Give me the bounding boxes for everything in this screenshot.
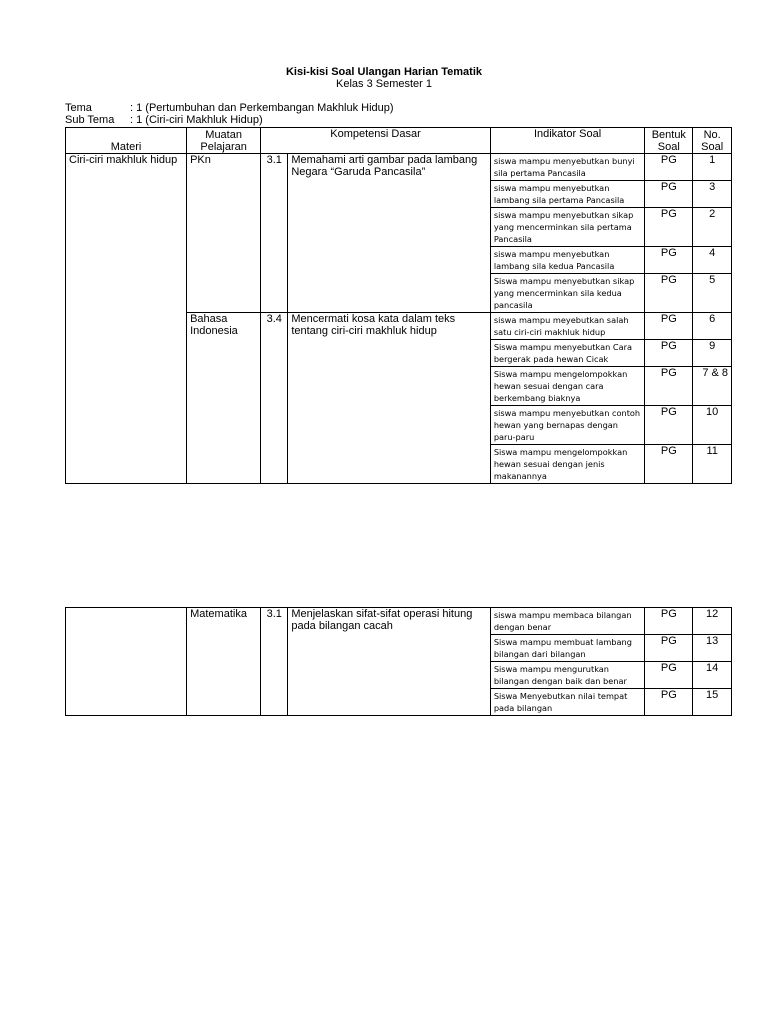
kisi-kisi-table: [65, 127, 732, 484]
tema-line: [65, 102, 394, 114]
materi-cell: Ciri-ciri makhluk hidup: [66, 154, 187, 484]
indikator-cell: Siswa mampu membuat lambang bilangan dari bilangan: [490, 635, 644, 662]
kd-number: 3.1: [261, 608, 288, 716]
no-cell: 3: [693, 181, 732, 208]
table-row: [66, 154, 732, 181]
tema-value: : 1 (Pertumbuhan dan Perkembangan Makhluk Hidup): [130, 102, 394, 114]
no-cell: 10: [693, 406, 732, 445]
bentuk-cell: PG: [645, 445, 693, 484]
no-cell: 11: [693, 445, 732, 484]
indikator-cell: siswa mampu menyebutkan bunyi sila pertama Pancasila: [490, 154, 644, 181]
document-title: Kisi-kisi Soal Ulangan Harian Tematik: [285, 66, 483, 78]
indikator-cell: Siswa Menyebutkan nilai tempat pada bilangan: [490, 689, 644, 716]
muatan-cell: Bahasa Indonesia: [187, 313, 261, 484]
document-subtitle: Kelas 3 Semester 1: [336, 78, 432, 90]
indikator-cell: siswa mampu membaca bilangan dengan benar: [490, 608, 644, 635]
bentuk-cell: PG: [645, 340, 693, 367]
no-cell: 14: [693, 662, 732, 689]
subtema-value: : 1 (Ciri-ciri Makhluk Hidup): [130, 114, 263, 126]
no-cell: 9: [693, 340, 732, 367]
header-no-soal: No. Soal: [693, 128, 732, 154]
header-indikator: Indikator Soal: [490, 128, 644, 154]
indikator-cell: siswa mampu meyebutkan salah satu ciri-ciri makhluk hidup: [490, 313, 644, 340]
no-cell: 15: [693, 689, 732, 716]
bentuk-cell: PG: [645, 154, 693, 181]
no-cell: 7 & 8: [693, 367, 732, 406]
kd-text: Memahami arti gambar pada lambang Negara “Garuda Pancasila”: [288, 154, 491, 313]
bentuk-cell: PG: [645, 208, 693, 247]
bentuk-cell: PG: [645, 608, 693, 635]
no-cell: 1: [693, 154, 732, 181]
bentuk-cell: PG: [645, 635, 693, 662]
indikator-cell: siswa mampu menyebutkan contoh hewan yang bernapas dengan paru-paru: [490, 406, 644, 445]
subtema-label: Sub Tema: [65, 114, 115, 126]
bentuk-cell: PG: [645, 247, 693, 274]
no-cell: 6: [693, 313, 732, 340]
kd-number: 3.1: [261, 154, 288, 313]
indikator-cell: Siswa mampu mengelompokkan hewan sesuai dengan jenis makanannya: [490, 445, 644, 484]
bentuk-cell: PG: [645, 406, 693, 445]
indikator-cell: Siswa mampu menyebutkan sikap yang mencerminkan sila kedua pancasila: [490, 274, 644, 313]
kd-text: Mencermati kosa kata dalam teks tentang ciri-ciri makhluk hidup: [288, 313, 491, 484]
bentuk-cell: PG: [645, 662, 693, 689]
indikator-cell: Siswa mampu mengurutkan bilangan dengan baik dan benar: [490, 662, 644, 689]
bentuk-cell: PG: [645, 274, 693, 313]
no-cell: 2: [693, 208, 732, 247]
header-kompetensi-dasar: Kompetensi Dasar: [261, 128, 491, 154]
no-cell: 13: [693, 635, 732, 662]
muatan-cell: Matematika: [187, 608, 261, 716]
table-header-row: [66, 128, 732, 154]
muatan-cell: PKn: [187, 154, 261, 313]
indikator-cell: siswa mampu menyebutkan lambang sila kedua Pancasila: [490, 247, 644, 274]
bentuk-cell: PG: [645, 367, 693, 406]
indikator-cell: siswa mampu menyebutkan lambang sila pertama Pancasila: [490, 181, 644, 208]
header-muatan: Muatan Pelajaran: [187, 128, 261, 154]
kisi-kisi-table-continued: [65, 607, 732, 716]
no-cell: 5: [693, 274, 732, 313]
header-materi: Materi: [66, 128, 187, 154]
header-bentuk-soal: Bentuk Soal: [645, 128, 693, 154]
indikator-cell: siswa mampu menyebutkan sikap yang mencerminkan sila pertama Pancasila: [490, 208, 644, 247]
table-row: [66, 608, 732, 635]
bentuk-cell: PG: [645, 689, 693, 716]
tema-label: Tema: [65, 102, 92, 114]
kd-text: Menjelaskan sifat-sifat operasi hitung pada bilangan cacah: [288, 608, 491, 716]
materi-cell: [66, 608, 187, 716]
no-cell: 12: [693, 608, 732, 635]
indikator-cell: Siswa mampu mengelompokkan hewan sesuai dengan cara berkembang biaknya: [490, 367, 644, 406]
indikator-cell: Siswa mampu menyebutkan Cara bergerak pada hewan Cicak: [490, 340, 644, 367]
bentuk-cell: PG: [645, 313, 693, 340]
kd-number: 3.4: [261, 313, 288, 484]
subtema-line: [65, 114, 263, 126]
bentuk-cell: PG: [645, 181, 693, 208]
no-cell: 4: [693, 247, 732, 274]
